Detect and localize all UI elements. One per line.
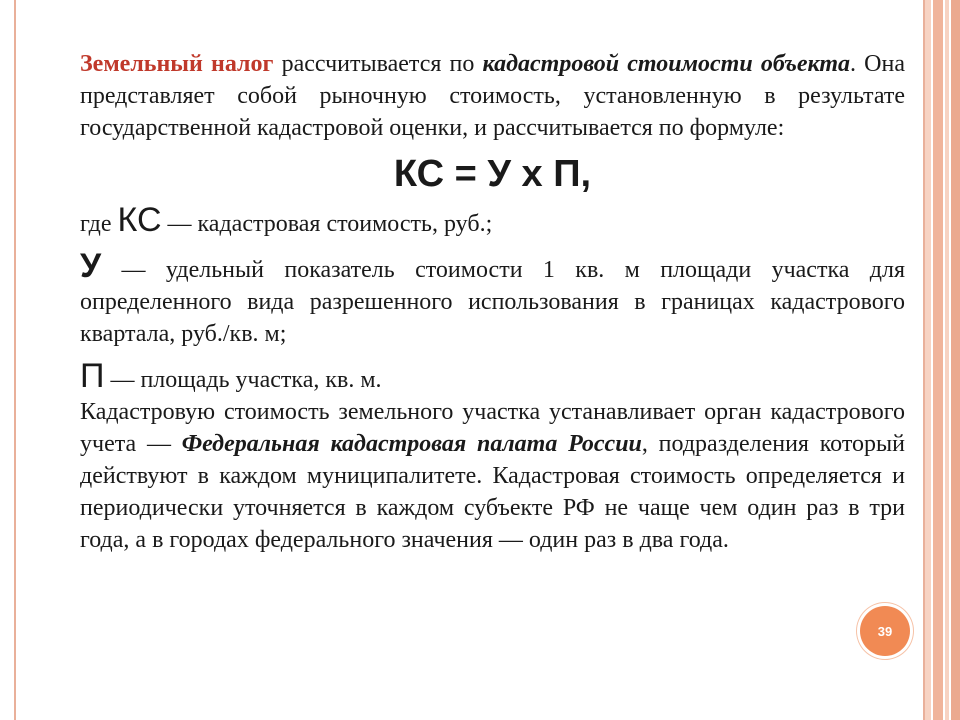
symbol-p: П (80, 357, 105, 395)
page-number-badge: 39 (860, 606, 910, 656)
definition-ks: где КС — кадастровая стоимость, руб.; (80, 201, 493, 239)
org-name: Федеральная кадастровая палата России (181, 431, 642, 457)
term-cadastral-value: кадастровой стоимости объекта (482, 51, 851, 77)
term-land-tax: Земельный налог (80, 51, 274, 77)
definition-p: П — площадь участка, кв. м. (80, 357, 382, 395)
symbol-u: У (80, 247, 102, 285)
cadastral-paragraph: Кадастровую стоимость земельного участка устанавливает орган кадастрового учета — Федеральная кадастровая палата России, подразделения который действуют в каждом муниципалитете. Кадастровая стоимость определяется и периодически уточняется в каждом субъекте РФ не чаще чем один раз в три года, а в городах федерального значения — один раз в два года. (80, 399, 905, 553)
slide-content (80, 48, 905, 556)
formula: КС = У х П, (393, 153, 592, 195)
intro-paragraph: Земельный налог рассчитывается по кадастровой стоимости объекта. Она представляет собой рыночную стоимость, установленную в результате государственной кадастровой оценки, и рассчитывается по формуле: (80, 51, 906, 141)
decorative-stripes (925, 0, 960, 720)
symbol-ks: КС (117, 201, 162, 239)
definition-u: У — удельный показатель стоимости 1 кв. м площади участка для определенного вида разрешенного использования в границах кадастрового квартала, руб./кв. м; (80, 247, 905, 347)
